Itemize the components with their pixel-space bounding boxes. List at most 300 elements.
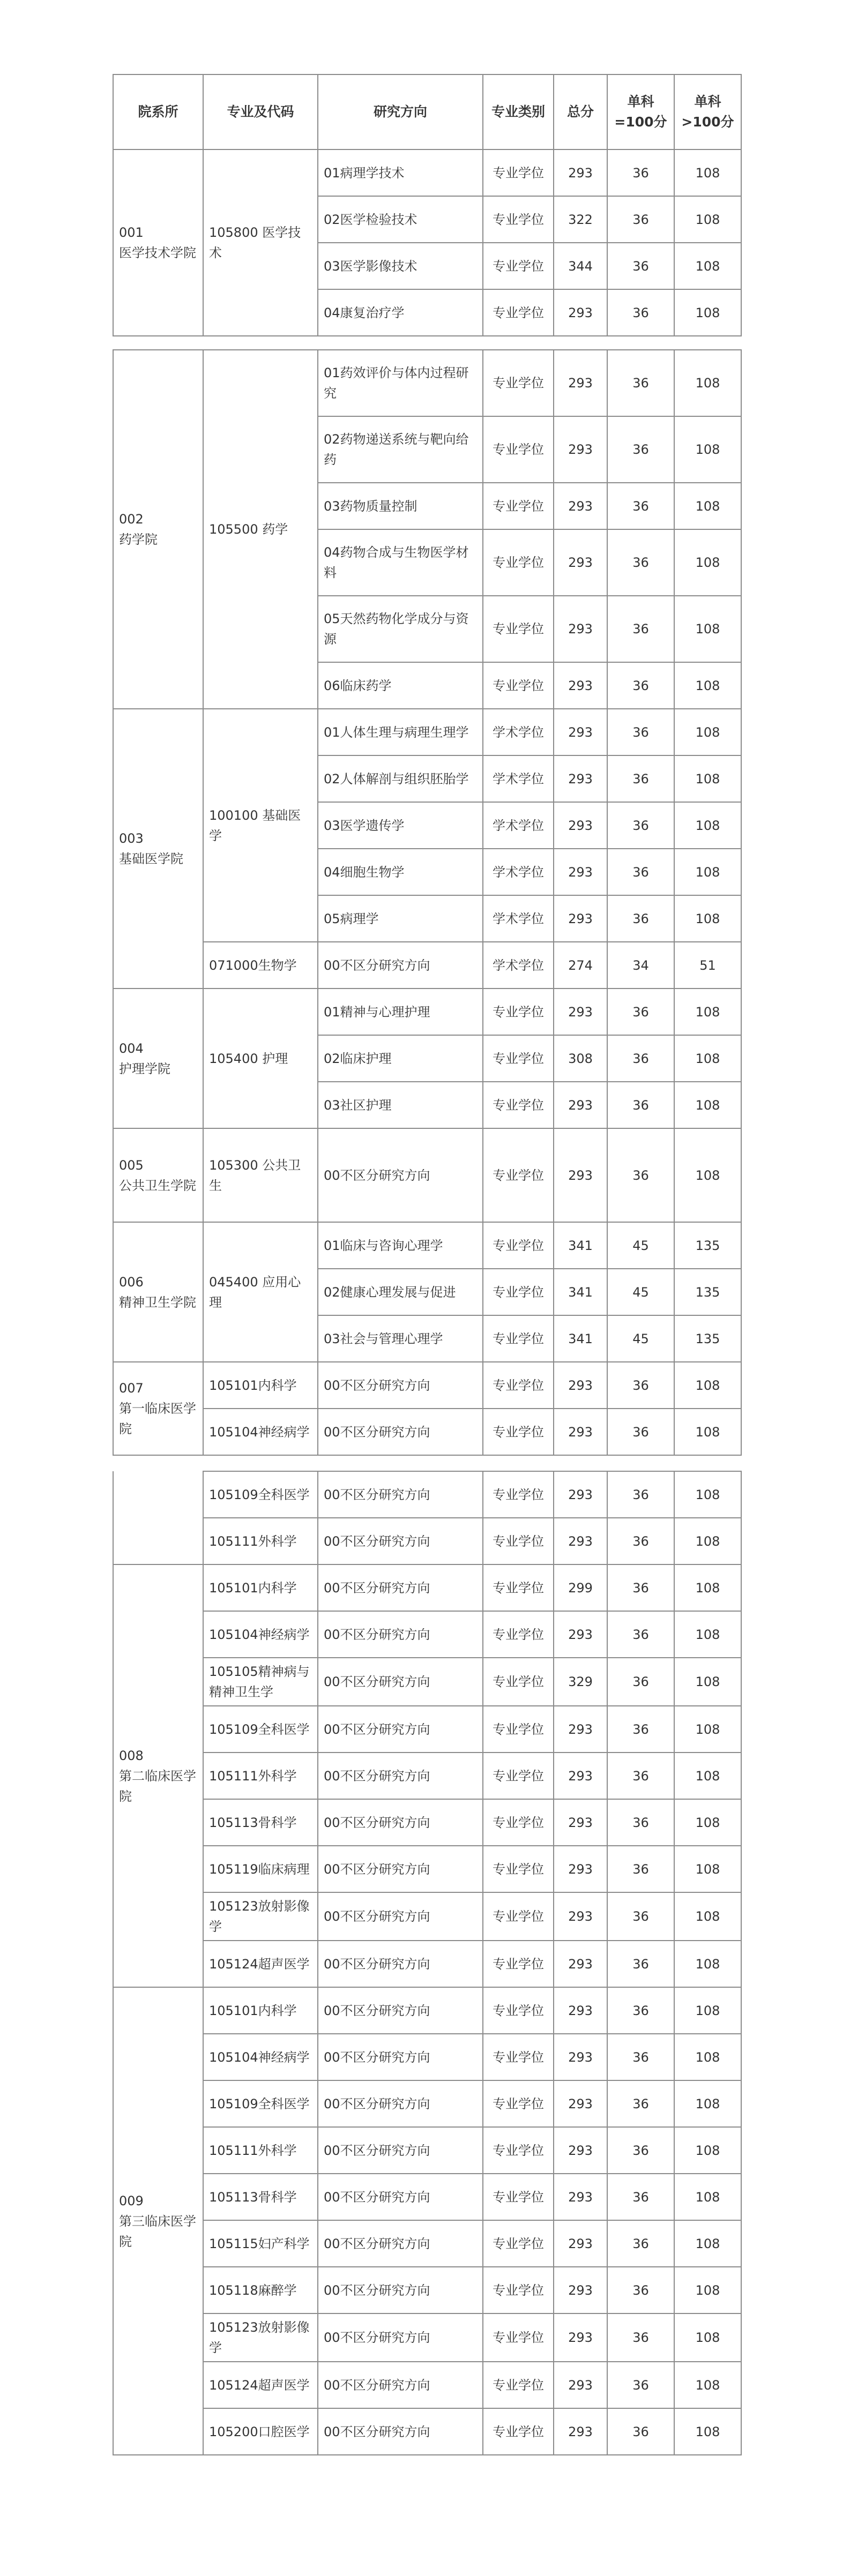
major-cell: 105111外科学	[203, 1753, 318, 1799]
single-100-cell: 45	[607, 1269, 674, 1315]
header-direction: 研究方向	[318, 74, 483, 149]
single-100-cell: 36	[607, 350, 674, 416]
category-cell: 专业学位	[483, 1222, 554, 1269]
major-cell: 105111外科学	[203, 2127, 318, 2174]
total-score-cell: 293	[554, 1753, 607, 1799]
single-gt100-cell: 108	[674, 149, 741, 196]
dept-name: 第二临床医学院	[119, 1768, 196, 1804]
table-row	[113, 1128, 741, 1222]
table-row	[113, 709, 741, 755]
major-cell: 105124超声医学	[203, 2362, 318, 2408]
table-row	[113, 350, 741, 416]
single-100-cell: 36	[607, 1658, 674, 1706]
table-row	[113, 2220, 741, 2267]
direction-cell: 00不区分研究方向	[318, 1799, 483, 1846]
total-score-cell: 293	[554, 2362, 607, 2408]
category-cell: 专业学位	[483, 2313, 554, 2362]
major-cell: 100100 基础医学	[203, 709, 318, 942]
total-score-cell: 293	[554, 2220, 607, 2267]
single-gt100-cell: 108	[674, 1846, 741, 1892]
dept-cell	[113, 709, 203, 989]
total-score-cell: 293	[554, 416, 607, 483]
direction-cell: 00不区分研究方向	[318, 1941, 483, 1987]
total-score-cell: 293	[554, 1082, 607, 1128]
dept-code: 001	[119, 225, 144, 240]
single-100-cell: 36	[607, 1941, 674, 1987]
total-score-cell: 293	[554, 1409, 607, 1455]
category-cell: 专业学位	[483, 196, 554, 243]
category-cell: 专业学位	[483, 1564, 554, 1611]
category-cell: 专业学位	[483, 2220, 554, 2267]
dept-cell	[113, 1987, 203, 2455]
direction-cell: 05病理学	[318, 895, 483, 942]
single-gt100-cell: 108	[674, 596, 741, 662]
table-row	[113, 1892, 741, 1941]
single-100-cell: 36	[607, 149, 674, 196]
total-score-cell: 293	[554, 483, 607, 529]
direction-cell: 00不区分研究方向	[318, 1987, 483, 2034]
direction-cell: 00不区分研究方向	[318, 2220, 483, 2267]
major-cell: 105123放射影像学	[203, 1892, 318, 1941]
category-cell: 专业学位	[483, 149, 554, 196]
dept-cell-continued	[113, 1471, 203, 1564]
category-cell: 专业学位	[483, 1362, 554, 1409]
category-cell: 专业学位	[483, 2267, 554, 2313]
single-100-cell: 45	[607, 1315, 674, 1362]
major-cell: 105104神经病学	[203, 1409, 318, 1455]
single-100-cell: 36	[607, 1128, 674, 1222]
header-single-gt100: 单科>100分	[674, 74, 741, 149]
single-100-cell: 36	[607, 196, 674, 243]
table-row	[113, 1987, 741, 2034]
major-cell: 105101内科学	[203, 1362, 318, 1409]
category-cell: 专业学位	[483, 1128, 554, 1222]
table-row	[113, 2408, 741, 2455]
major-cell: 105124超声医学	[203, 1941, 318, 1987]
total-score-cell: 344	[554, 243, 607, 289]
table-row	[113, 2174, 741, 2220]
table-row	[113, 1222, 741, 1269]
category-cell: 学术学位	[483, 755, 554, 802]
single-gt100-cell: 108	[674, 755, 741, 802]
category-cell: 专业学位	[483, 1846, 554, 1892]
direction-cell: 01临床与咨询心理学	[318, 1222, 483, 1269]
total-score-cell: 293	[554, 2174, 607, 2220]
single-gt100-cell: 108	[674, 1753, 741, 1799]
dept-cell	[113, 1564, 203, 1987]
single-100-cell: 36	[607, 2313, 674, 2362]
total-score-cell: 293	[554, 2034, 607, 2080]
single-100-cell: 36	[607, 483, 674, 529]
direction-cell: 00不区分研究方向	[318, 942, 483, 989]
single-100-cell: 36	[607, 2080, 674, 2127]
direction-cell: 00不区分研究方向	[318, 2408, 483, 2455]
dept-code: 009	[119, 2193, 144, 2208]
header-major: 专业及代码	[203, 74, 318, 149]
major-cell: 105113骨科学	[203, 2174, 318, 2220]
single-100-cell: 36	[607, 2408, 674, 2455]
dept-cell	[113, 350, 203, 709]
total-score-cell: 293	[554, 529, 607, 596]
single-gt100-cell: 135	[674, 1269, 741, 1315]
major-cell: 105200口腔医学	[203, 2408, 318, 2455]
dept-cell	[113, 1222, 203, 1362]
category-cell: 专业学位	[483, 1892, 554, 1941]
table-row	[113, 1611, 741, 1658]
category-cell: 学术学位	[483, 709, 554, 755]
total-score-cell: 293	[554, 350, 607, 416]
direction-cell: 06临床药学	[318, 662, 483, 709]
table-row	[113, 2362, 741, 2408]
score-table-3	[113, 1471, 742, 2455]
table-row	[113, 1846, 741, 1892]
major-cell: 105109全科医学	[203, 1471, 318, 1518]
direction-cell: 01病理学技术	[318, 149, 483, 196]
header-single-100: 单科=100分	[607, 74, 674, 149]
single-100-cell: 36	[607, 1987, 674, 2034]
category-cell: 专业学位	[483, 1987, 554, 2034]
single-gt100-cell: 108	[674, 1518, 741, 1564]
direction-cell: 01药效评价与体内过程研究	[318, 350, 483, 416]
single-100-cell: 36	[607, 416, 674, 483]
dept-name: 精神卫生学院	[119, 1294, 196, 1310]
single-100-cell: 36	[607, 2362, 674, 2408]
dept-name: 药学院	[119, 532, 158, 547]
direction-cell: 02临床护理	[318, 1035, 483, 1082]
single-100-cell: 36	[607, 1611, 674, 1658]
dept-code: 002	[119, 512, 144, 527]
single-100-cell: 36	[607, 1409, 674, 1455]
single-gt100-cell: 108	[674, 1035, 741, 1082]
single-gt100-cell: 108	[674, 243, 741, 289]
direction-cell: 00不区分研究方向	[318, 2174, 483, 2220]
single-gt100-cell: 135	[674, 1222, 741, 1269]
single-gt100-cell: 108	[674, 289, 741, 336]
score-table-2	[113, 349, 742, 1456]
direction-cell: 00不区分研究方向	[318, 1611, 483, 1658]
total-score-cell: 341	[554, 1315, 607, 1362]
category-cell: 专业学位	[483, 2174, 554, 2220]
direction-cell: 02健康心理发展与促进	[318, 1269, 483, 1315]
direction-cell: 02药物递送系统与靶向给药	[318, 416, 483, 483]
category-cell: 专业学位	[483, 1706, 554, 1753]
direction-cell: 00不区分研究方向	[318, 1706, 483, 1753]
table-row	[113, 942, 741, 989]
single-100-cell: 36	[607, 529, 674, 596]
category-cell: 专业学位	[483, 1315, 554, 1362]
total-score-cell: 293	[554, 2267, 607, 2313]
major-cell: 071000生物学	[203, 942, 318, 989]
total-score-cell: 308	[554, 1035, 607, 1082]
dept-code: 007	[119, 1381, 144, 1396]
category-cell: 专业学位	[483, 1611, 554, 1658]
single-100-cell: 36	[607, 802, 674, 849]
total-score-cell: 293	[554, 802, 607, 849]
dept-name: 护理学院	[119, 1061, 170, 1076]
total-score-cell: 293	[554, 989, 607, 1035]
single-gt100-cell: 108	[674, 2313, 741, 2362]
major-cell: 105101内科学	[203, 1987, 318, 2034]
single-100-cell: 36	[607, 1706, 674, 1753]
direction-cell: 00不区分研究方向	[318, 2034, 483, 2080]
direction-cell: 00不区分研究方向	[318, 1128, 483, 1222]
total-score-cell: 293	[554, 755, 607, 802]
direction-cell: 03医学遗传学	[318, 802, 483, 849]
dept-cell	[113, 1362, 203, 1455]
table-row	[113, 989, 741, 1035]
category-cell: 专业学位	[483, 1658, 554, 1706]
total-score-cell: 293	[554, 1128, 607, 1222]
single-gt100-cell: 108	[674, 2220, 741, 2267]
category-cell: 学术学位	[483, 849, 554, 895]
single-gt100-cell: 108	[674, 2174, 741, 2220]
single-100-cell: 36	[607, 2220, 674, 2267]
direction-cell: 00不区分研究方向	[318, 2313, 483, 2362]
single-gt100-cell: 108	[674, 1799, 741, 1846]
single-gt100-cell: 108	[674, 2267, 741, 2313]
direction-cell: 00不区分研究方向	[318, 1753, 483, 1799]
category-cell: 专业学位	[483, 2034, 554, 2080]
direction-cell: 03社会与管理心理学	[318, 1315, 483, 1362]
category-cell: 学术学位	[483, 802, 554, 849]
total-score-cell: 293	[554, 662, 607, 709]
single-100-cell: 34	[607, 942, 674, 989]
score-table-1	[113, 74, 742, 336]
direction-cell: 00不区分研究方向	[318, 1892, 483, 1941]
category-cell: 专业学位	[483, 416, 554, 483]
single-100-cell: 36	[607, 1035, 674, 1082]
total-score-cell: 293	[554, 1471, 607, 1518]
single-100-cell: 36	[607, 2267, 674, 2313]
single-gt100-cell: 108	[674, 1082, 741, 1128]
category-cell: 专业学位	[483, 2362, 554, 2408]
single-gt100-cell: 108	[674, 2034, 741, 2080]
category-cell: 专业学位	[483, 350, 554, 416]
major-cell: 105400 护理	[203, 989, 318, 1128]
direction-cell: 00不区分研究方向	[318, 1362, 483, 1409]
total-score-cell: 293	[554, 895, 607, 942]
table-row	[113, 149, 741, 196]
total-score-cell: 293	[554, 2080, 607, 2127]
single-100-cell: 36	[607, 1518, 674, 1564]
single-100-cell: 36	[607, 1892, 674, 1941]
single-gt100-cell: 108	[674, 802, 741, 849]
total-score-cell: 293	[554, 1941, 607, 1987]
single-100-cell: 36	[607, 709, 674, 755]
single-gt100-cell: 108	[674, 1564, 741, 1611]
table-row	[113, 1362, 741, 1409]
single-gt100-cell: 108	[674, 1658, 741, 1706]
direction-cell: 01精神与心理护理	[318, 989, 483, 1035]
single-100-cell: 36	[607, 1082, 674, 1128]
total-score-cell: 293	[554, 709, 607, 755]
single-gt100-cell: 108	[674, 1409, 741, 1455]
single-gt100-cell: 51	[674, 942, 741, 989]
direction-cell: 03药物质量控制	[318, 483, 483, 529]
category-cell: 专业学位	[483, 2408, 554, 2455]
total-score-cell: 341	[554, 1269, 607, 1315]
category-cell: 专业学位	[483, 662, 554, 709]
single-100-cell: 36	[607, 1471, 674, 1518]
category-cell: 专业学位	[483, 989, 554, 1035]
dept-code: 008	[119, 1748, 144, 1763]
direction-cell: 04细胞生物学	[318, 849, 483, 895]
total-score-cell: 293	[554, 1518, 607, 1564]
major-cell: 105104神经病学	[203, 1611, 318, 1658]
direction-cell: 02医学检验技术	[318, 196, 483, 243]
category-cell: 专业学位	[483, 483, 554, 529]
single-100-cell: 36	[607, 755, 674, 802]
dept-code: 005	[119, 1157, 144, 1173]
single-100-cell: 36	[607, 289, 674, 336]
direction-cell: 03医学影像技术	[318, 243, 483, 289]
direction-cell: 00不区分研究方向	[318, 1564, 483, 1611]
direction-cell: 04康复治疗学	[318, 289, 483, 336]
single-gt100-cell: 108	[674, 709, 741, 755]
category-cell: 专业学位	[483, 2080, 554, 2127]
single-gt100-cell: 108	[674, 989, 741, 1035]
single-100-cell: 36	[607, 596, 674, 662]
single-gt100-cell: 108	[674, 416, 741, 483]
direction-cell: 00不区分研究方向	[318, 1518, 483, 1564]
major-cell: 105104神经病学	[203, 2034, 318, 2080]
total-score-cell: 293	[554, 2313, 607, 2362]
total-score-cell: 293	[554, 1846, 607, 1892]
table-row	[113, 1564, 741, 1611]
major-cell: 105500 药学	[203, 350, 318, 709]
single-gt100-cell: 108	[674, 350, 741, 416]
single-gt100-cell: 108	[674, 1362, 741, 1409]
single-100-cell: 36	[607, 2174, 674, 2220]
dept-cell	[113, 1128, 203, 1222]
direction-cell: 05天然药物化学成分与资源	[318, 596, 483, 662]
dept-name: 第一临床医学院	[119, 1401, 196, 1436]
category-cell: 学术学位	[483, 942, 554, 989]
single-gt100-cell: 108	[674, 2408, 741, 2455]
direction-cell: 02人体解剖与组织胚胎学	[318, 755, 483, 802]
total-score-cell: 299	[554, 1564, 607, 1611]
category-cell: 专业学位	[483, 596, 554, 662]
single-gt100-cell: 108	[674, 1128, 741, 1222]
total-score-cell: 293	[554, 2408, 607, 2455]
major-cell: 105109全科医学	[203, 2080, 318, 2127]
dept-code: 003	[119, 831, 144, 846]
major-cell: 105115妇产科学	[203, 2220, 318, 2267]
major-cell: 105111外科学	[203, 1518, 318, 1564]
dept-name: 基础医学院	[119, 851, 183, 866]
category-cell: 专业学位	[483, 1035, 554, 1082]
total-score-cell: 293	[554, 849, 607, 895]
table-row	[113, 2127, 741, 2174]
total-score-cell: 293	[554, 596, 607, 662]
single-100-cell: 36	[607, 895, 674, 942]
single-100-cell: 36	[607, 662, 674, 709]
single-gt100-cell: 108	[674, 662, 741, 709]
single-100-cell: 36	[607, 243, 674, 289]
direction-cell: 00不区分研究方向	[318, 2267, 483, 2313]
single-gt100-cell: 108	[674, 196, 741, 243]
direction-cell: 04药物合成与生物医学材料	[318, 529, 483, 596]
total-score-cell: 322	[554, 196, 607, 243]
single-100-cell: 36	[607, 2127, 674, 2174]
table-row	[113, 2313, 741, 2362]
major-cell: 105113骨科学	[203, 1799, 318, 1846]
single-100-cell: 36	[607, 1362, 674, 1409]
table-row	[113, 2080, 741, 2127]
total-score-cell: 329	[554, 1658, 607, 1706]
single-gt100-cell: 108	[674, 1941, 741, 1987]
single-gt100-cell: 108	[674, 1987, 741, 2034]
direction-cell: 01人体生理与病理生理学	[318, 709, 483, 755]
table-row	[113, 1471, 741, 1518]
single-gt100-cell: 108	[674, 2080, 741, 2127]
total-score-cell: 293	[554, 1987, 607, 2034]
header-dept: 院系所	[113, 74, 203, 149]
table-row	[113, 1409, 741, 1455]
header-category: 专业类别	[483, 74, 554, 149]
category-cell: 专业学位	[483, 529, 554, 596]
major-cell: 105118麻醉学	[203, 2267, 318, 2313]
single-gt100-cell: 108	[674, 1611, 741, 1658]
total-score-cell: 293	[554, 289, 607, 336]
single-gt100-cell: 135	[674, 1315, 741, 1362]
single-gt100-cell: 108	[674, 529, 741, 596]
category-cell: 专业学位	[483, 1269, 554, 1315]
single-100-cell: 36	[607, 849, 674, 895]
single-100-cell: 36	[607, 989, 674, 1035]
major-cell: 105101内科学	[203, 1564, 318, 1611]
table-row	[113, 1941, 741, 1987]
single-gt100-cell: 108	[674, 1471, 741, 1518]
direction-cell: 03社区护理	[318, 1082, 483, 1128]
table-row	[113, 2034, 741, 2080]
major-cell: 105119临床病理	[203, 1846, 318, 1892]
dept-code: 006	[119, 1274, 144, 1290]
single-100-cell: 36	[607, 1799, 674, 1846]
total-score-cell: 293	[554, 1362, 607, 1409]
category-cell: 专业学位	[483, 2127, 554, 2174]
major-cell: 105123放射影像学	[203, 2313, 318, 2362]
single-100-cell: 36	[607, 1846, 674, 1892]
table-header-row	[113, 74, 741, 149]
dept-name: 公共卫生学院	[119, 1178, 196, 1193]
single-100-cell: 36	[607, 2034, 674, 2080]
category-cell: 专业学位	[483, 1799, 554, 1846]
direction-cell: 00不区分研究方向	[318, 1409, 483, 1455]
category-cell: 专业学位	[483, 1941, 554, 1987]
direction-cell: 00不区分研究方向	[318, 2080, 483, 2127]
direction-cell: 00不区分研究方向	[318, 2362, 483, 2408]
single-100-cell: 36	[607, 1564, 674, 1611]
single-gt100-cell: 108	[674, 1892, 741, 1941]
total-score-cell: 341	[554, 1222, 607, 1269]
dept-name: 第三临床医学院	[119, 2213, 196, 2249]
single-gt100-cell: 108	[674, 2362, 741, 2408]
direction-cell: 00不区分研究方向	[318, 2127, 483, 2174]
total-score-cell: 293	[554, 1799, 607, 1846]
total-score-cell: 293	[554, 1611, 607, 1658]
category-cell: 学术学位	[483, 895, 554, 942]
single-gt100-cell: 108	[674, 2127, 741, 2174]
table-row	[113, 2267, 741, 2313]
category-cell: 专业学位	[483, 243, 554, 289]
major-cell: 045400 应用心理	[203, 1222, 318, 1362]
table-row	[113, 1518, 741, 1564]
category-cell: 专业学位	[483, 1471, 554, 1518]
total-score-cell: 293	[554, 1706, 607, 1753]
table-row	[113, 1799, 741, 1846]
category-cell: 专业学位	[483, 1753, 554, 1799]
